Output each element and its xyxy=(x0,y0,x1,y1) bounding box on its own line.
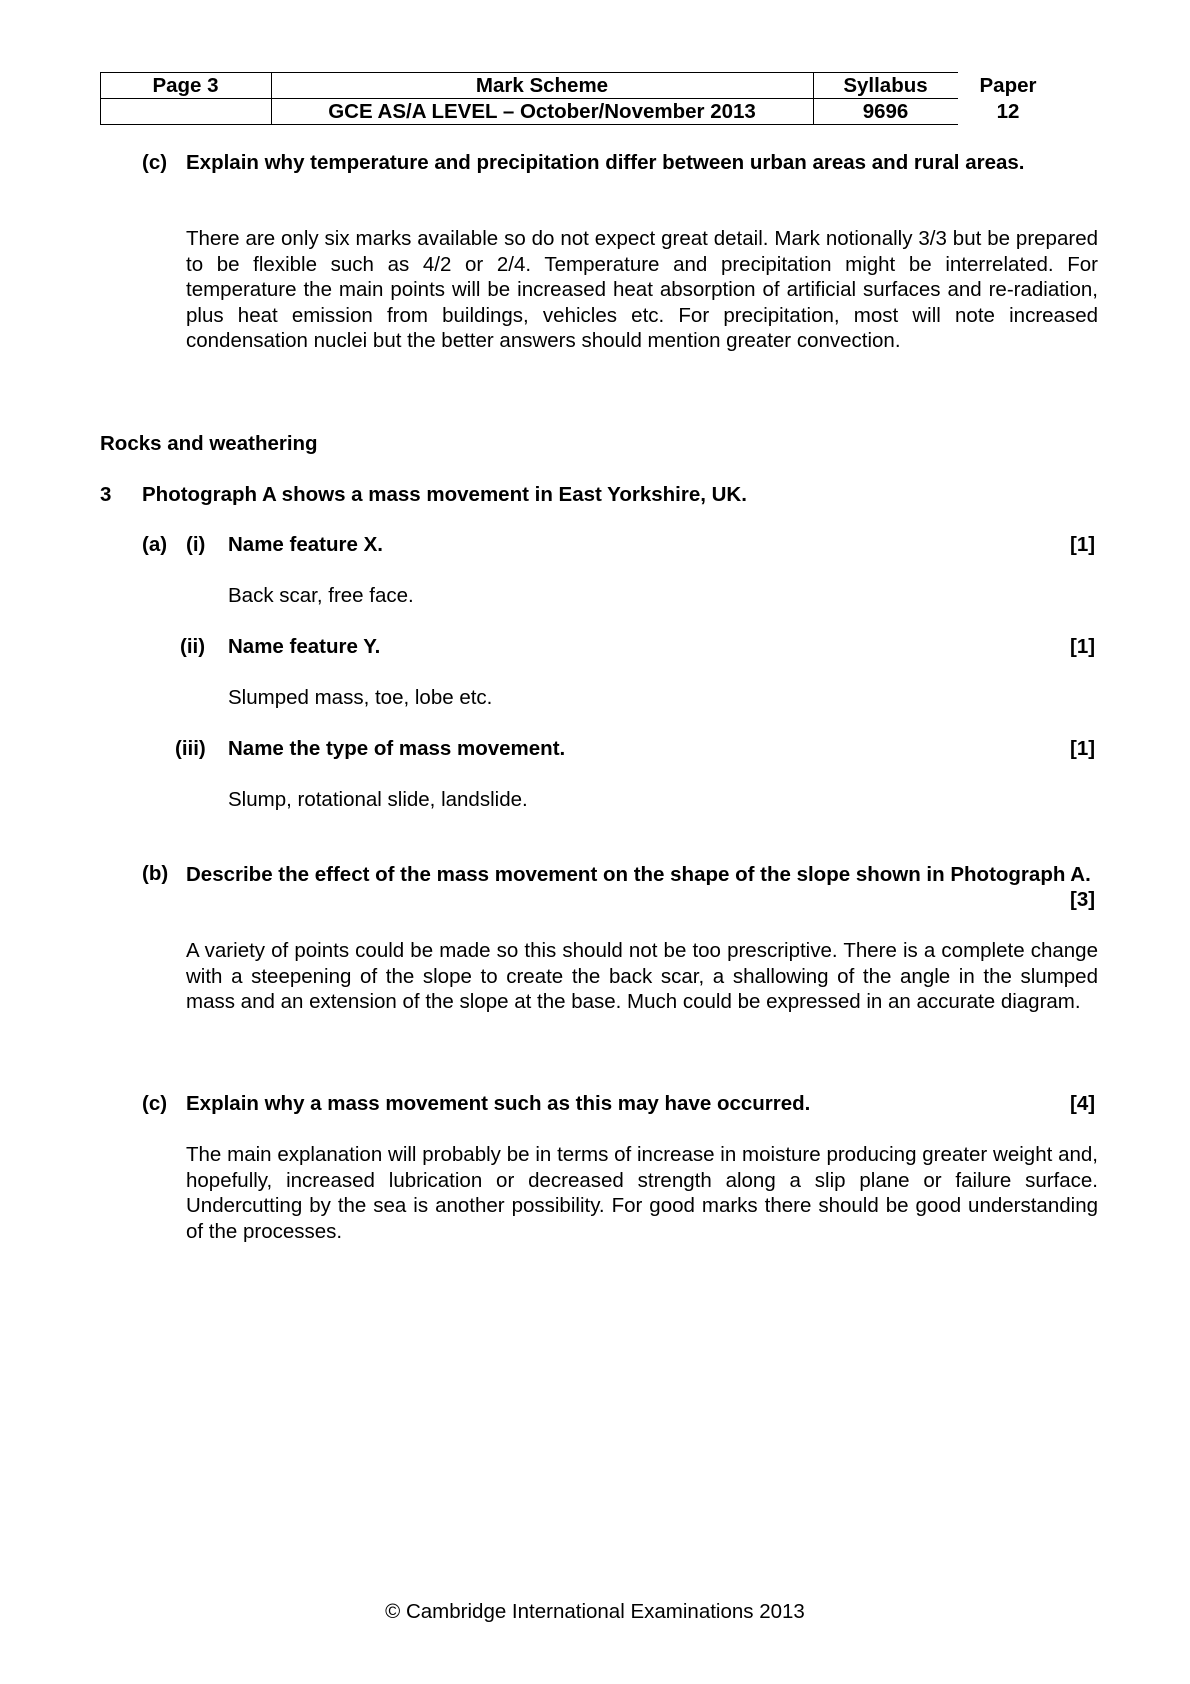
header-syllabus-value: 9696 xyxy=(862,99,909,123)
q3a-iii-answer: Slump, rotational slide, landslide. xyxy=(228,788,528,811)
q3a-ii-question: Name feature Y. xyxy=(228,635,381,658)
q2c-label: (c) xyxy=(142,151,168,174)
header-syllabus-label: Syllabus xyxy=(843,73,928,97)
q3a-ii-mark: [1] xyxy=(1070,635,1096,658)
footer-copyright: © Cambridge International Examinations 2013 xyxy=(385,1600,805,1623)
header-paper-value: 12 xyxy=(996,99,1020,123)
header-table xyxy=(100,72,1058,124)
q3a-i-answer: Back scar, free face. xyxy=(228,584,414,607)
q3c-mark: [4] xyxy=(1070,1092,1096,1115)
q3-stem: Photograph A shows a mass movement in East Yorkshire, UK. xyxy=(142,483,747,506)
q3c-label: (c) xyxy=(142,1092,168,1115)
q3a-i-label: (i) xyxy=(186,533,206,556)
header-exam: GCE AS/A LEVEL – October/November 2013 xyxy=(328,99,756,123)
q3b-mark: [3] xyxy=(1070,888,1096,911)
header-paper-label: Paper xyxy=(979,73,1037,97)
q3b-question: Describe the effect of the mass movement on the shape of the slope shown in Photograph A. xyxy=(186,863,1091,886)
q3b-label: (b) xyxy=(142,862,169,885)
q3a-label: (a) xyxy=(142,533,168,556)
q3a-iii-mark: [1] xyxy=(1070,737,1096,760)
section-title: Rocks and weathering xyxy=(100,432,318,455)
q3a-iii-label: (iii) xyxy=(175,737,206,760)
q3b-answer: A variety of points could be made so this should not be too prescriptive. There is a complete change with a steepening of the slope to create the back scar, a shallowing of the angle in the slumped mass and an extension of the slope at the base. Much could be expressed in an accurate diagram. xyxy=(186,939,1098,1013)
q3-number: 3 xyxy=(100,483,112,506)
q3a-ii-answer: Slumped mass, toe, lobe etc. xyxy=(228,686,493,709)
q3c-answer: The main explanation will probably be in terms of increase in moisture producing greater weight and, hopefully, increased lubrication or decreased strength along a slip plane or failure surface. Undercutting by the sea is another possibility. For good marks there should be good understanding of the processes. xyxy=(186,1143,1098,1243)
q2c-question: Explain why temperature and precipitation differ between urban areas and rural areas. xyxy=(186,151,1025,174)
q3a-i-mark: [1] xyxy=(1070,533,1096,556)
header-page: Page 3 xyxy=(152,73,219,97)
q3c-question: Explain why a mass movement such as this may have occurred. xyxy=(186,1092,811,1115)
q3a-iii-question: Name the type of mass movement. xyxy=(228,737,566,760)
header-mark-scheme: Mark Scheme xyxy=(475,73,609,97)
q2c-answer: There are only six marks available so do not expect great detail. Mark notionally 3/3 but be prepared to be flexible such as 4/2 or 2/4. Temperature and precipitation might be interrelated. For temperature the main points will be increased heat absorption of artificial surfaces and re-radiation, plus heat emission from buildings, vehicles etc. For precipitation, most will note increased condensation nuclei but the better answers should mention greater convection. xyxy=(186,227,1098,352)
q3a-i-question: Name feature X. xyxy=(228,533,383,556)
q3a-ii-label: (ii) xyxy=(180,635,206,658)
